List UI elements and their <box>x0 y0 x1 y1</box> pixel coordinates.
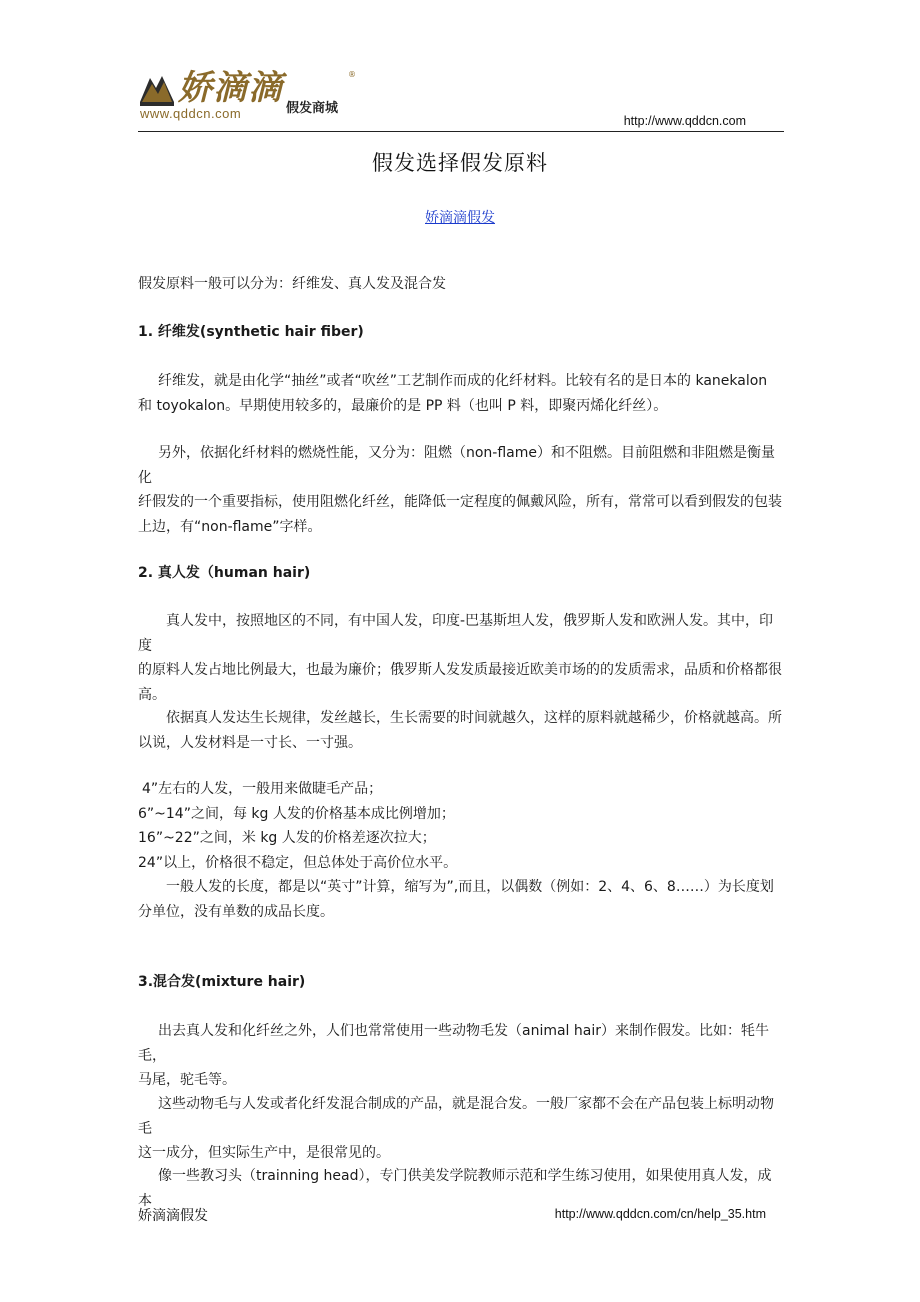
logo-emblem-icon <box>138 72 176 108</box>
footer-page-url: http://www.qddcn.com/cn/help_35.htm <box>554 1207 766 1221</box>
logo-url: www.qddcn.com <box>140 106 242 121</box>
section-1-heading: 1. 纤维发(synthetic hair fiber) <box>138 324 364 340</box>
section-3-paragraph-2: 这些动物毛与人发或者化纤发混合制成的产品，就是混合发。一般厂家都不会在产品包装上标明动物毛 这一成分，但实际生产中，是很常见的。 <box>138 1096 774 1161</box>
section-2-heading: 2. 真人发（human hair) <box>138 565 311 581</box>
logo-subtitle: 假发商城 <box>286 101 339 116</box>
logo-wordmark: 娇滴滴 <box>178 68 283 108</box>
section-3-paragraph-1: 出去真人发和化纤丝之外，人们也常常使用一些动物毛发（animal hair）来制作假发。比如：牦牛毛， 马尾，驼毛等。 <box>138 1023 769 1088</box>
footer-site-name: 娇滴滴假发 <box>138 1208 208 1224</box>
section-3-heading: 3.混合发(mixture hair) <box>138 974 306 990</box>
section-2-paragraph-1: 真人发中，按照地区的不同，有中国人发，印度-巴基斯坦人发，俄罗斯人发和欧洲人发。其中，印度 的原料人发占地比例最大，也最为廉价；俄罗斯人发发质最接近欧美市场的的发质需求，品质和价格都很 高。 <box>138 613 782 703</box>
list-item: 16”~22”之间，米 kg 人发的价格差逐次拉大； <box>138 830 436 846</box>
intro-paragraph: 假发原料一般可以分为：纤维发、真人发及混合发 <box>138 276 446 292</box>
page-title: 假发选择假发原料 <box>372 151 548 175</box>
header-divider <box>138 131 784 132</box>
length-price-list: 4”左右的人发，一般用来做睫毛产品； 6”~14”之间，每 kg 人发的价格基本成比例增加； 16”~22”之间，米 kg 人发的价格差逐次拉大； 24”以上，价格很不稳定，但总体处于高价位水平。 一般人发的长度，都是以“英寸”计算，缩写为”,而且，以偶数（例如：2、4、6、8……）为长度划 分单位，没有单数的成品长度。 <box>138 777 784 924</box>
section-1-paragraph-2: 另外，依据化纤材料的燃烧性能，又分为：阻燃（non-flame）和不阻燃。目前阻燃和非阻燃是衡量化 纤假发的一个重要指标，使用阻燃化纤丝，能降低一定程度的佩戴风险，所有，常常可以看到假发的包装 上边，有“non-flame”字样。 <box>138 445 782 535</box>
registered-mark: ® <box>348 70 356 79</box>
section-1-paragraph-1: 纤维发，就是由化学“抽丝”或者“吹丝”工艺制作而成的化纤材料。比较有名的是日本的 kanekalon 和 toyokalon。早期使用较多的，最廉价的是 PP 料（也叫 P 料，即聚丙烯化纤丝）。 <box>138 373 768 414</box>
list-item: 6”~14”之间，每 kg 人发的价格基本成比例增加； <box>138 805 455 822</box>
section-2-paragraph-2: 依据真人发达生长规律，发丝越长，生长需要的时间就越久，这样的原料就越稀少，价格就越高。所 以说，人发材料是一寸长、一寸强。 <box>138 710 782 751</box>
list-item: 24”以上，价格很不稳定，但总体处于高价位水平。 <box>138 854 458 871</box>
section-3-paragraph-3: 像一些教习头（trainning head），专门供美发学院教师示范和学生练习使用，如果使用真人发，成本 <box>138 1168 772 1209</box>
author-link-wrap <box>0 207 920 227</box>
list-item: 4”左右的人发，一般用来做睫毛产品； <box>142 781 383 797</box>
author-link[interactable]: 娇滴滴假发 <box>425 210 495 226</box>
header-site-url: http://www.qddcn.com <box>623 114 746 128</box>
page-header <box>138 64 784 132</box>
